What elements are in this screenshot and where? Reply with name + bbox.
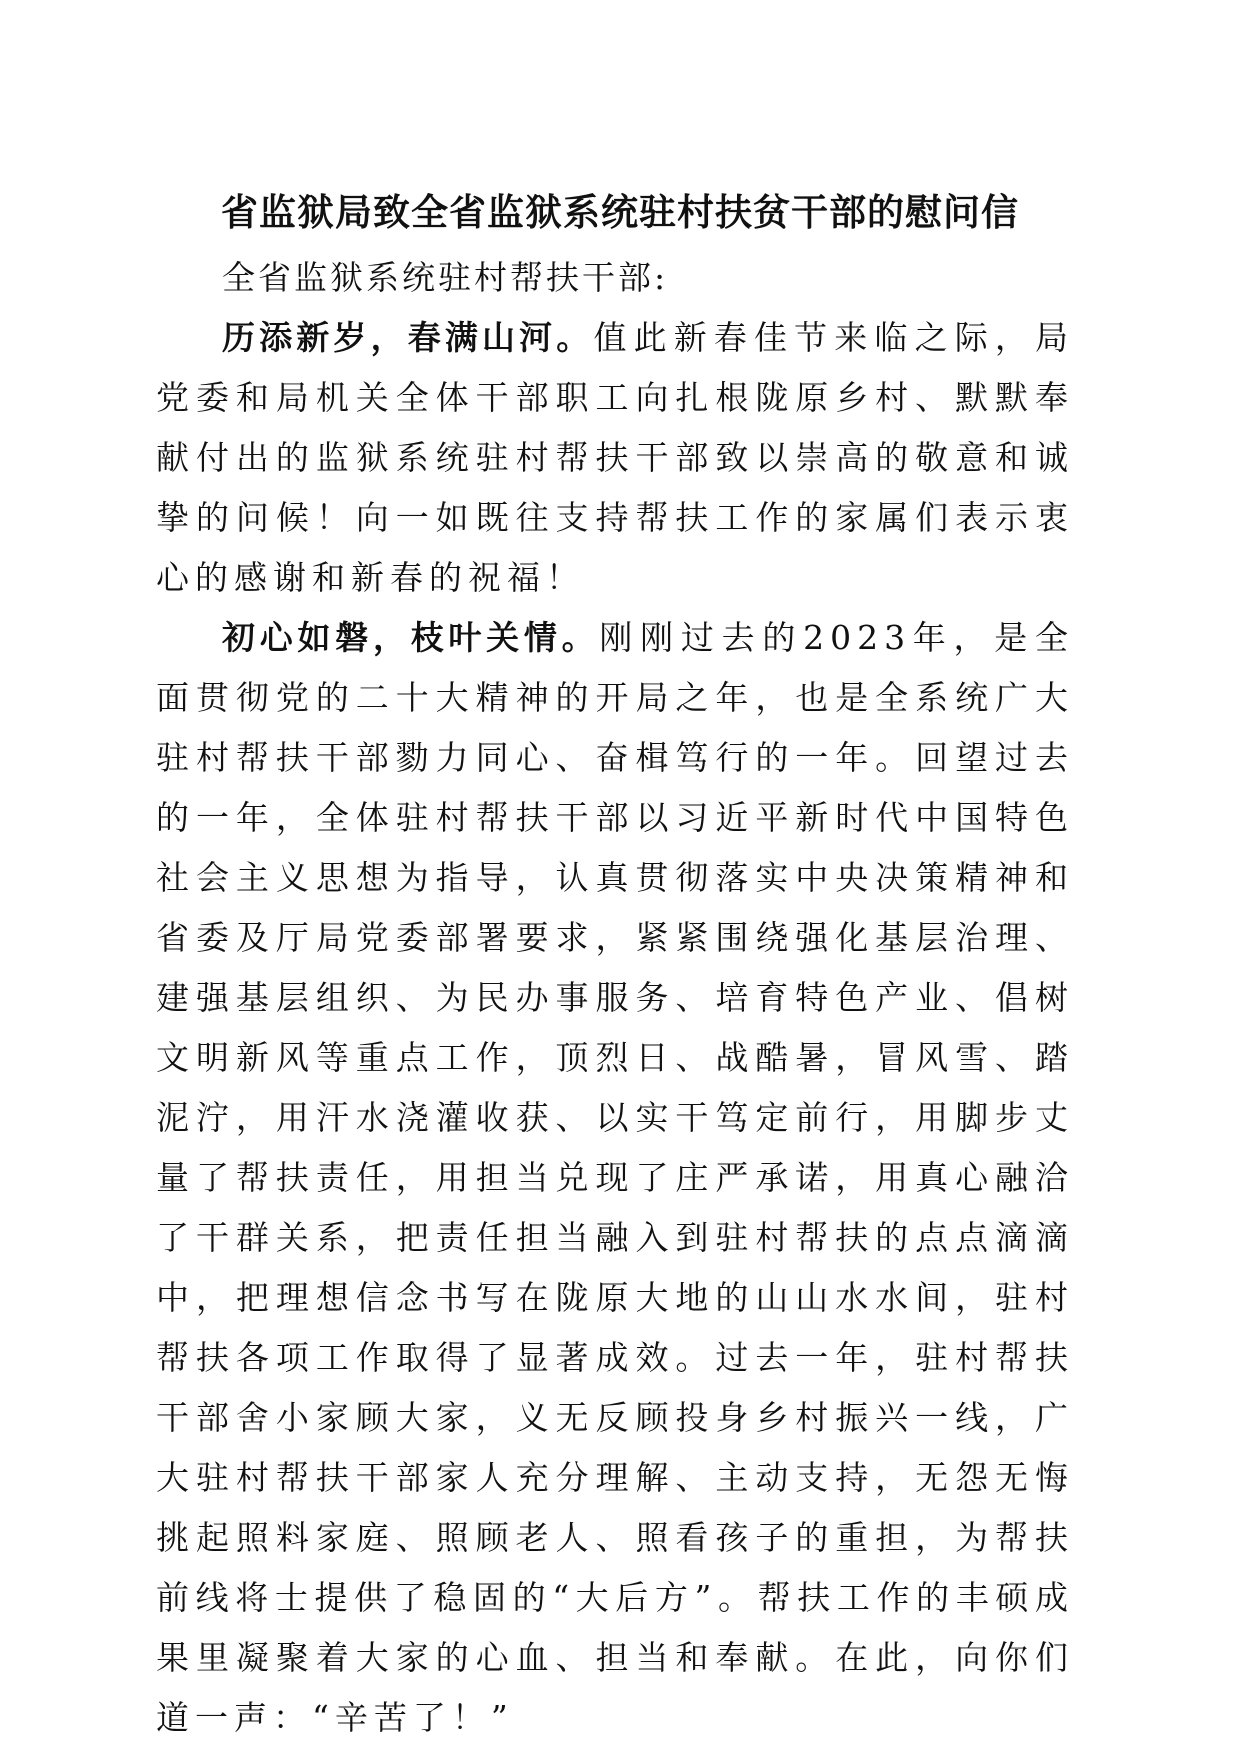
salutation: 全省监狱系统驻村帮扶干部: [222, 258, 669, 297]
letter-body [156, 248, 1074, 1748]
paragraph-1 [156, 308, 1074, 608]
document-title: 省监狱局致全省监狱系统驻村扶贫干部的慰问信 [221, 190, 1019, 234]
paragraph-2 [156, 608, 1074, 1748]
paragraph-1-lead: 历添新岁，春满山河。 [222, 318, 594, 357]
paragraph-1-text: 值此新春佳节来临之际，局党委和局机关全体干部职工向扎根陇原乡村、默默奉献付出的监狱系统驻村帮扶干部致以崇高的敬意和诚挚的问候！向一如既往支持帮扶工作的家属们表示衷心的感谢和新春的祝福！ [156, 318, 1075, 597]
paragraph-2-text: 刚刚过去的2023年，是全面贯彻党的二十大精神的开局之年，也是全系统广大驻村帮扶干部勠力同心、奋楫笃行的一年。回望过去的一年，全体驻村帮扶干部以习近平新时代中国特色社会主义思想为指导，认真贯彻落实中央决策精神和省委及厅局党委部署要求，紧紧围绕强化基层治理、建强基层组织、为民办事服务、培育特色产业、倡树文明新风等重点工作，顶烈日、战酷暑，冒风雪、踏泥泞，用汗水浇灌收获、以实干笃定前行，用脚步丈量了帮扶责任，用担当兑现了庄严承诺，用真心融洽了干群关系，把责任担当融入到驻村帮扶的点点滴滴中，把理想信念书写在陇原大地的山山水水间，驻村帮扶各项工作取得了显著成效。过去一年，驻村帮扶干部舍小家顾大家，义无反顾投身乡村振兴一线，广大驻村帮扶干部家人充分理解、主动支持，无怨无悔挑起照料家庭、照顾老人、照看孩子的重担，为帮扶前线将士提供了稳固的“大后方”。帮扶工作的丰硕成果里凝聚着大家的心血、担当和奉献。在此，向你们道一声：“辛苦了！” [156, 618, 1075, 1737]
paragraph-2-lead: 初心如磐，枝叶关情。 [222, 618, 600, 657]
